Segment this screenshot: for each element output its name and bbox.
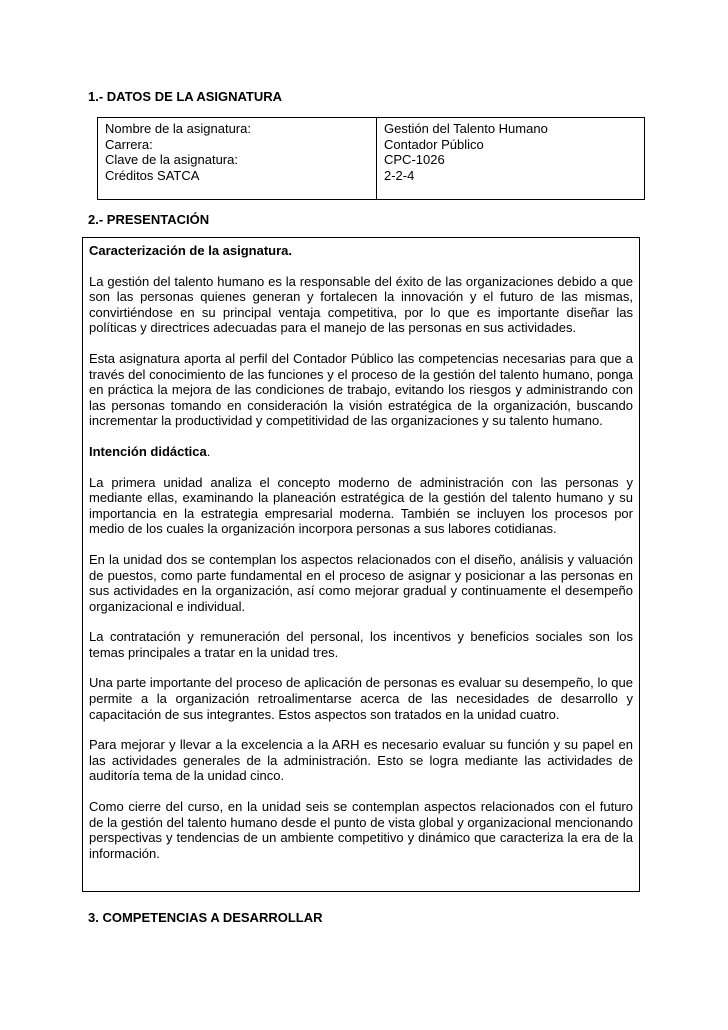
- intencion-paragraph-6: Como cierre del curso, en la unidad seis se contemplan aspectos relacionados con el futuro de la gestión del talento humano desde el punto de vista global y organizacional mencionando perspectivas y tendencias de un ambiente competitivo y dinámico que caracteriza la era de la información.: [89, 799, 633, 861]
- course-data-labels: [98, 118, 377, 200]
- intencion-paragraph-5: Para mejorar y llevar a la excelencia a la ARH es necesario evaluar su función y su papel en las actividades generales de la administración. Esto se logra mediante las actividades de auditoría tema de la unidad cinco.: [89, 737, 633, 784]
- label-carrera: Carrera:: [105, 136, 153, 152]
- intencion-paragraph-3: La contratación y remuneración del personal, los incentivos y beneficios sociales son los temas principales a tratar en la unidad tres.: [89, 629, 633, 660]
- caracterizacion-title: Caracterización de la asignatura.: [89, 243, 293, 258]
- course-data-values: [377, 118, 645, 200]
- value-carrera: Contador Público: [384, 136, 484, 152]
- section-3-heading: 3. COMPETENCIAS A DESARROLLAR: [88, 910, 323, 925]
- presentation-box: [82, 237, 640, 892]
- intencion-paragraph-1: La primera unidad analiza el concepto moderno de administración con las personas y mediante ellas, examinando la planeación estratégica de la gestión del talento humano y su importancia en la estrategia empresarial moderna. También se incluyen los procesos por medio de los cuales la organización incorpora personas a sus labores cotidianas.: [89, 474, 633, 537]
- table-row: [98, 118, 645, 200]
- intencion-paragraph-4: Una parte importante del proceso de aplicación de personas es evaluar su desempeño, lo que permite a la organización retroalimentarse acerca de las necesidades de desarrollo y capacitación de sus integrantes. Estos aspectos son tratados en la unidad cuatro.: [89, 675, 633, 722]
- label-clave: Clave de la asignatura:: [105, 152, 238, 167]
- intencion-suffix: .: [206, 443, 211, 459]
- course-data-table: [97, 117, 645, 200]
- value-nombre: Gestión del Talento Humano: [384, 121, 548, 136]
- caracterizacion-paragraph-1: La gestión del talento humano es la responsable del éxito de las organizaciones debido a que son las personas quienes generan y fortalecen la innovación y el futuro de las mismas, convirtiéndose en su principal ventaja competitiva, por lo que es importante diseñar las políticas y directrices adecuadas para el manejo de las personas en sus actividades.: [89, 273, 633, 336]
- value-creditos: 2-2-4: [384, 167, 415, 183]
- intencion-title-line: [89, 444, 633, 460]
- section-2-heading: 2.- PRESENTACIÓN: [88, 212, 210, 227]
- label-nombre: Nombre de la asignatura:: [105, 121, 251, 136]
- section-1-heading: 1.- DATOS DE LA ASIGNATURA: [88, 89, 283, 104]
- intencion-title: Intención didáctica: [89, 443, 207, 459]
- value-clave: CPC-1026: [384, 152, 445, 167]
- caracterizacion-paragraph-2: Esta asignatura aporta al perfil del Contador Público las competencias necesarias para que a través del conocimiento de las funciones y el proceso de la gestión del talento humano, ponga en práctica la mejora de las condiciones de trabajo, evitando los riesgos y administrando con las personas tomando en consideración la visión estratégica de la organización, buscando incrementar la productividad y competitividad de las organizaciones y su talento humano.: [89, 350, 633, 429]
- label-creditos: Créditos SATCA: [105, 167, 200, 183]
- intencion-paragraph-2: En la unidad dos se contemplan los aspectos relacionados con el diseño, análisis y valuación de puestos, como parte fundamental en el proceso de asignar y posicionar a las personas en sus actividades en la organización, así como mejorar gradual y continuamente el desempeño organizacional e individual.: [89, 551, 633, 614]
